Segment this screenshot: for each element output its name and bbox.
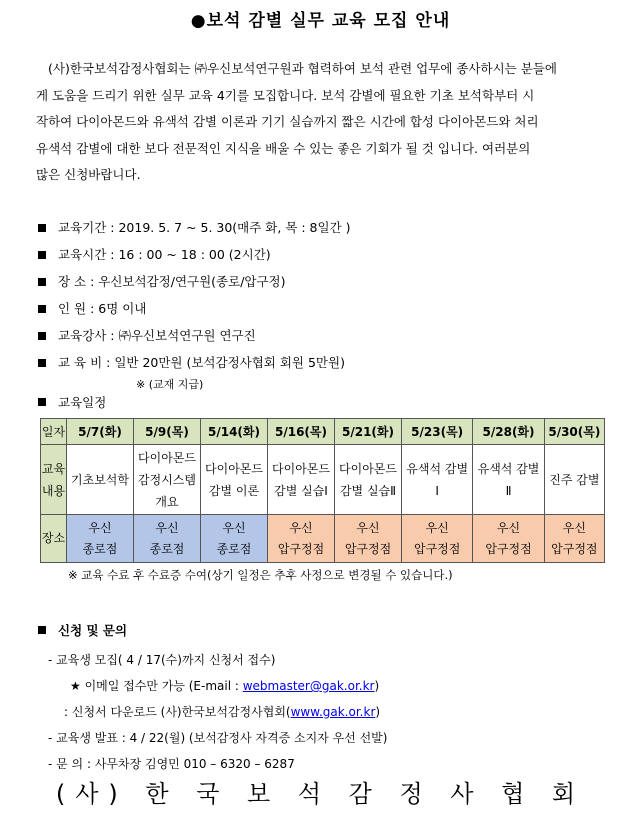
place-cell: 우신 압구정점 (544, 515, 604, 563)
place-cell: 우신 압구정점 (473, 515, 544, 563)
place-cell: 우신 종로점 (201, 515, 268, 563)
date-cell: 5/30(목) (544, 419, 604, 445)
apply-heading: 신청 및 문의 (38, 621, 618, 647)
bullet-square-icon (38, 305, 46, 313)
bullet-square-icon (38, 278, 46, 286)
schedule-table (40, 418, 605, 563)
date-cell: 5/23(목) (402, 419, 473, 445)
bullet-square-icon (38, 359, 46, 367)
fee-note: ※ (교재 지급) (136, 378, 204, 391)
bullet-square-icon (38, 626, 46, 634)
schedule-note: ※ 교육 수료 후 수료증 수여(상기 일정은 추후 사정으로 변경될 수 있습니다.) (68, 568, 453, 582)
bullet-square-icon (38, 251, 46, 259)
content-cell: 유색석 감별 Ⅱ (473, 445, 544, 515)
info-people: 인 원 : 6명 이내 (38, 295, 618, 322)
place-cell: 우신 압구정점 (402, 515, 473, 563)
footer-org-name: (사) 한 국 보 석 감 정 사 협 회 (55, 780, 586, 808)
intro-line: 많은 신청바랍니다. (36, 167, 141, 182)
date-cell: 5/28(화) (473, 419, 544, 445)
row-label-date: 일자 (41, 419, 67, 445)
intro-line: 유색석 감별에 대한 보다 전문적인 지식을 배울 수 있는 좋은 기회가 될 것 입니다. 여러분의 (36, 140, 531, 156)
date-cell: 5/7(화) (67, 419, 134, 445)
intro-line: 작하여 다이아몬드와 유색석 감별 이론과 기기 실습까지 짧은 시간에 합성 다이아몬드와 처리 (36, 114, 539, 129)
row-label-place: 장소 (41, 515, 67, 563)
page-title: ●보석 감별 실무 교육 모집 안내 (190, 11, 451, 31)
content-cell: 다이아몬드 감정시스템 개요 (134, 445, 201, 515)
content-cell: 유색석 감별 Ⅰ (402, 445, 473, 515)
contact-line: - 문 의 : 사무차장 김영민 010 – 6320 – 6287 (48, 757, 295, 771)
info-time: 교육시간 : 16 : 00 ~ 18 : 00 (2시간) (38, 241, 618, 268)
bullet-square-icon (38, 398, 46, 406)
place-cell: 우신 종로점 (134, 515, 201, 563)
info-instructor: 교육강사 : ㈜우신보석연구원 연구진 (38, 322, 618, 349)
content-cell: 다이아몬드 감별 실습Ⅰ (268, 445, 335, 515)
row-label-content: 교육 내용 (41, 445, 67, 515)
schedule-date-row (41, 419, 605, 445)
date-cell: 5/16(목) (268, 419, 335, 445)
recruit-line: - 교육생 모집( 4 / 17(수)까지 신청서 접수) (48, 653, 276, 667)
date-cell: 5/21(화) (335, 419, 402, 445)
place-cell: 우신 압구정점 (268, 515, 335, 563)
date-cell: 5/14(화) (201, 419, 268, 445)
intro-line: (사)한국보석감정사협회는 ㈜우신보석연구원과 협력하여 보석 관련 업무에 종사하시는 분들에 (48, 61, 557, 76)
info-place: 장 소 : 우신보석감정/연구원(종로/압구정) (38, 268, 618, 295)
download-line: : 신청서 다운로드 (사)한국보석감정사협회(www.gak.or.kr) (64, 705, 381, 719)
website-link[interactable]: www.gak.or.kr (290, 705, 376, 719)
info-list (38, 214, 618, 398)
apply-section (38, 621, 618, 777)
content-cell: 다이아몬드 감별 실습Ⅱ (335, 445, 402, 515)
date-cell: 5/9(목) (134, 419, 201, 445)
content-cell: 진주 감별 (544, 445, 604, 515)
info-fee: 교 육 비 : 일반 20만원 (보석감정사협회 회원 5만원) (38, 349, 618, 376)
email-line: ★ 이메일 접수만 가능 (E-mail : webmaster@gak.or.kr) (70, 679, 380, 693)
bullet-square-icon (38, 224, 46, 232)
announce-line: - 교육생 발표 : 4 / 22(월) (보석감정사 자격증 소지자 우선 선발) (48, 731, 388, 745)
place-cell: 우신 압구정점 (335, 515, 402, 563)
schedule-heading: 교육일정 (38, 393, 106, 411)
email-link[interactable]: webmaster@gak.or.kr (242, 679, 375, 693)
info-period: 교육기간 : 2019. 5. 7 ~ 5. 30(매주 화, 목 : 8일간 ) (38, 214, 618, 241)
intro-line: 게 도움을 드리기 위한 실무 교육 4기를 모집합니다. 보석 감별에 필요한 기초 보석학부터 시 (36, 87, 535, 103)
schedule-place-row (41, 515, 605, 563)
content-cell: 다이아몬드 감별 이론 (201, 445, 268, 515)
place-cell: 우신 종로점 (67, 515, 134, 563)
content-cell: 기초보석학 (67, 445, 134, 515)
bullet-square-icon (38, 332, 46, 340)
intro-paragraph (36, 56, 616, 189)
schedule-content-row (41, 445, 605, 515)
